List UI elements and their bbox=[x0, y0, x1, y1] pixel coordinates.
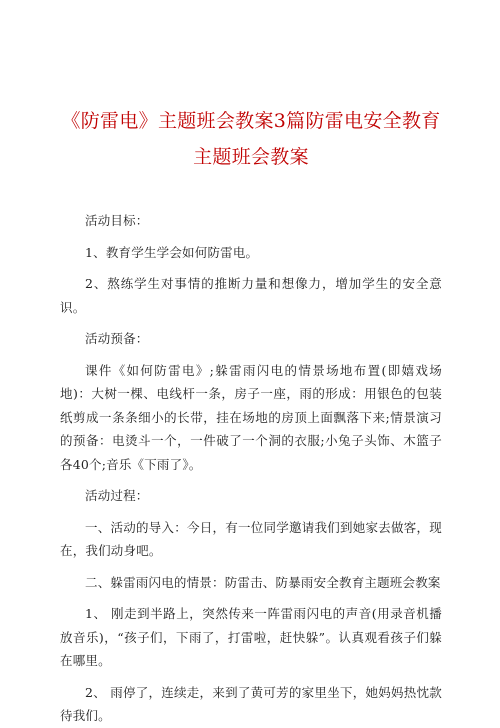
paragraph-preparation-heading: 活动预备： bbox=[85, 331, 149, 346]
paragraph-preparation: 课件《如何防雷电》;躲雷雨闪电的情景场地布置(即嬉戏场地)：大树一棵、电线杆一条，房子一座，雨的形成：用银色的包装纸剪成一条条细小的长带，挂在场地的房顶上面飘落下来;情景演习的预备：电烫斗一个，一件破了一个洞的衣服;小兔子头饰、木篮子各40个;音乐《下雨了》。 bbox=[60, 362, 442, 472]
paragraph-process-heading: 活动过程： bbox=[85, 488, 149, 503]
title-line-1: 《防雷电》主题班会教案3篇防雷电安全教育 bbox=[61, 110, 441, 132]
title-line-2: 主题班会教案 bbox=[193, 146, 309, 168]
document-body bbox=[60, 209, 442, 728]
paragraph-substep-2: 2、 雨停了，连续走，来到了黄可芳的家里坐下，她妈妈热忱款待我们。 bbox=[60, 684, 442, 723]
paragraph-substep-1: 1、 刚走到半路上，突然传来一阵雷雨闪电的声音(用录音机播放音乐)，“孩子们，下雨了，打雷啦，赶快躲”。认真观看孩子们躲在哪里。 bbox=[60, 606, 442, 668]
paragraph-step-one: 一、活动的导入：今日，有一位同学邀请我们到她家去做客，现在，我们动身吧。 bbox=[60, 519, 442, 558]
document-title bbox=[60, 0, 442, 175]
paragraph-objectives-heading: 活动目标： bbox=[85, 213, 149, 228]
paragraph-objective-2: 2、熬练学生对事情的推断力量和想像力，增加学生的安全意识。 bbox=[60, 276, 442, 315]
paragraph-step-two: 二、躲雷雨闪电的情景：防雷击、防暴雨安全教育主题班会教案 bbox=[85, 574, 441, 590]
paragraph-objective-1: 1、教育学生学会如何防雷电。 bbox=[85, 244, 259, 260]
